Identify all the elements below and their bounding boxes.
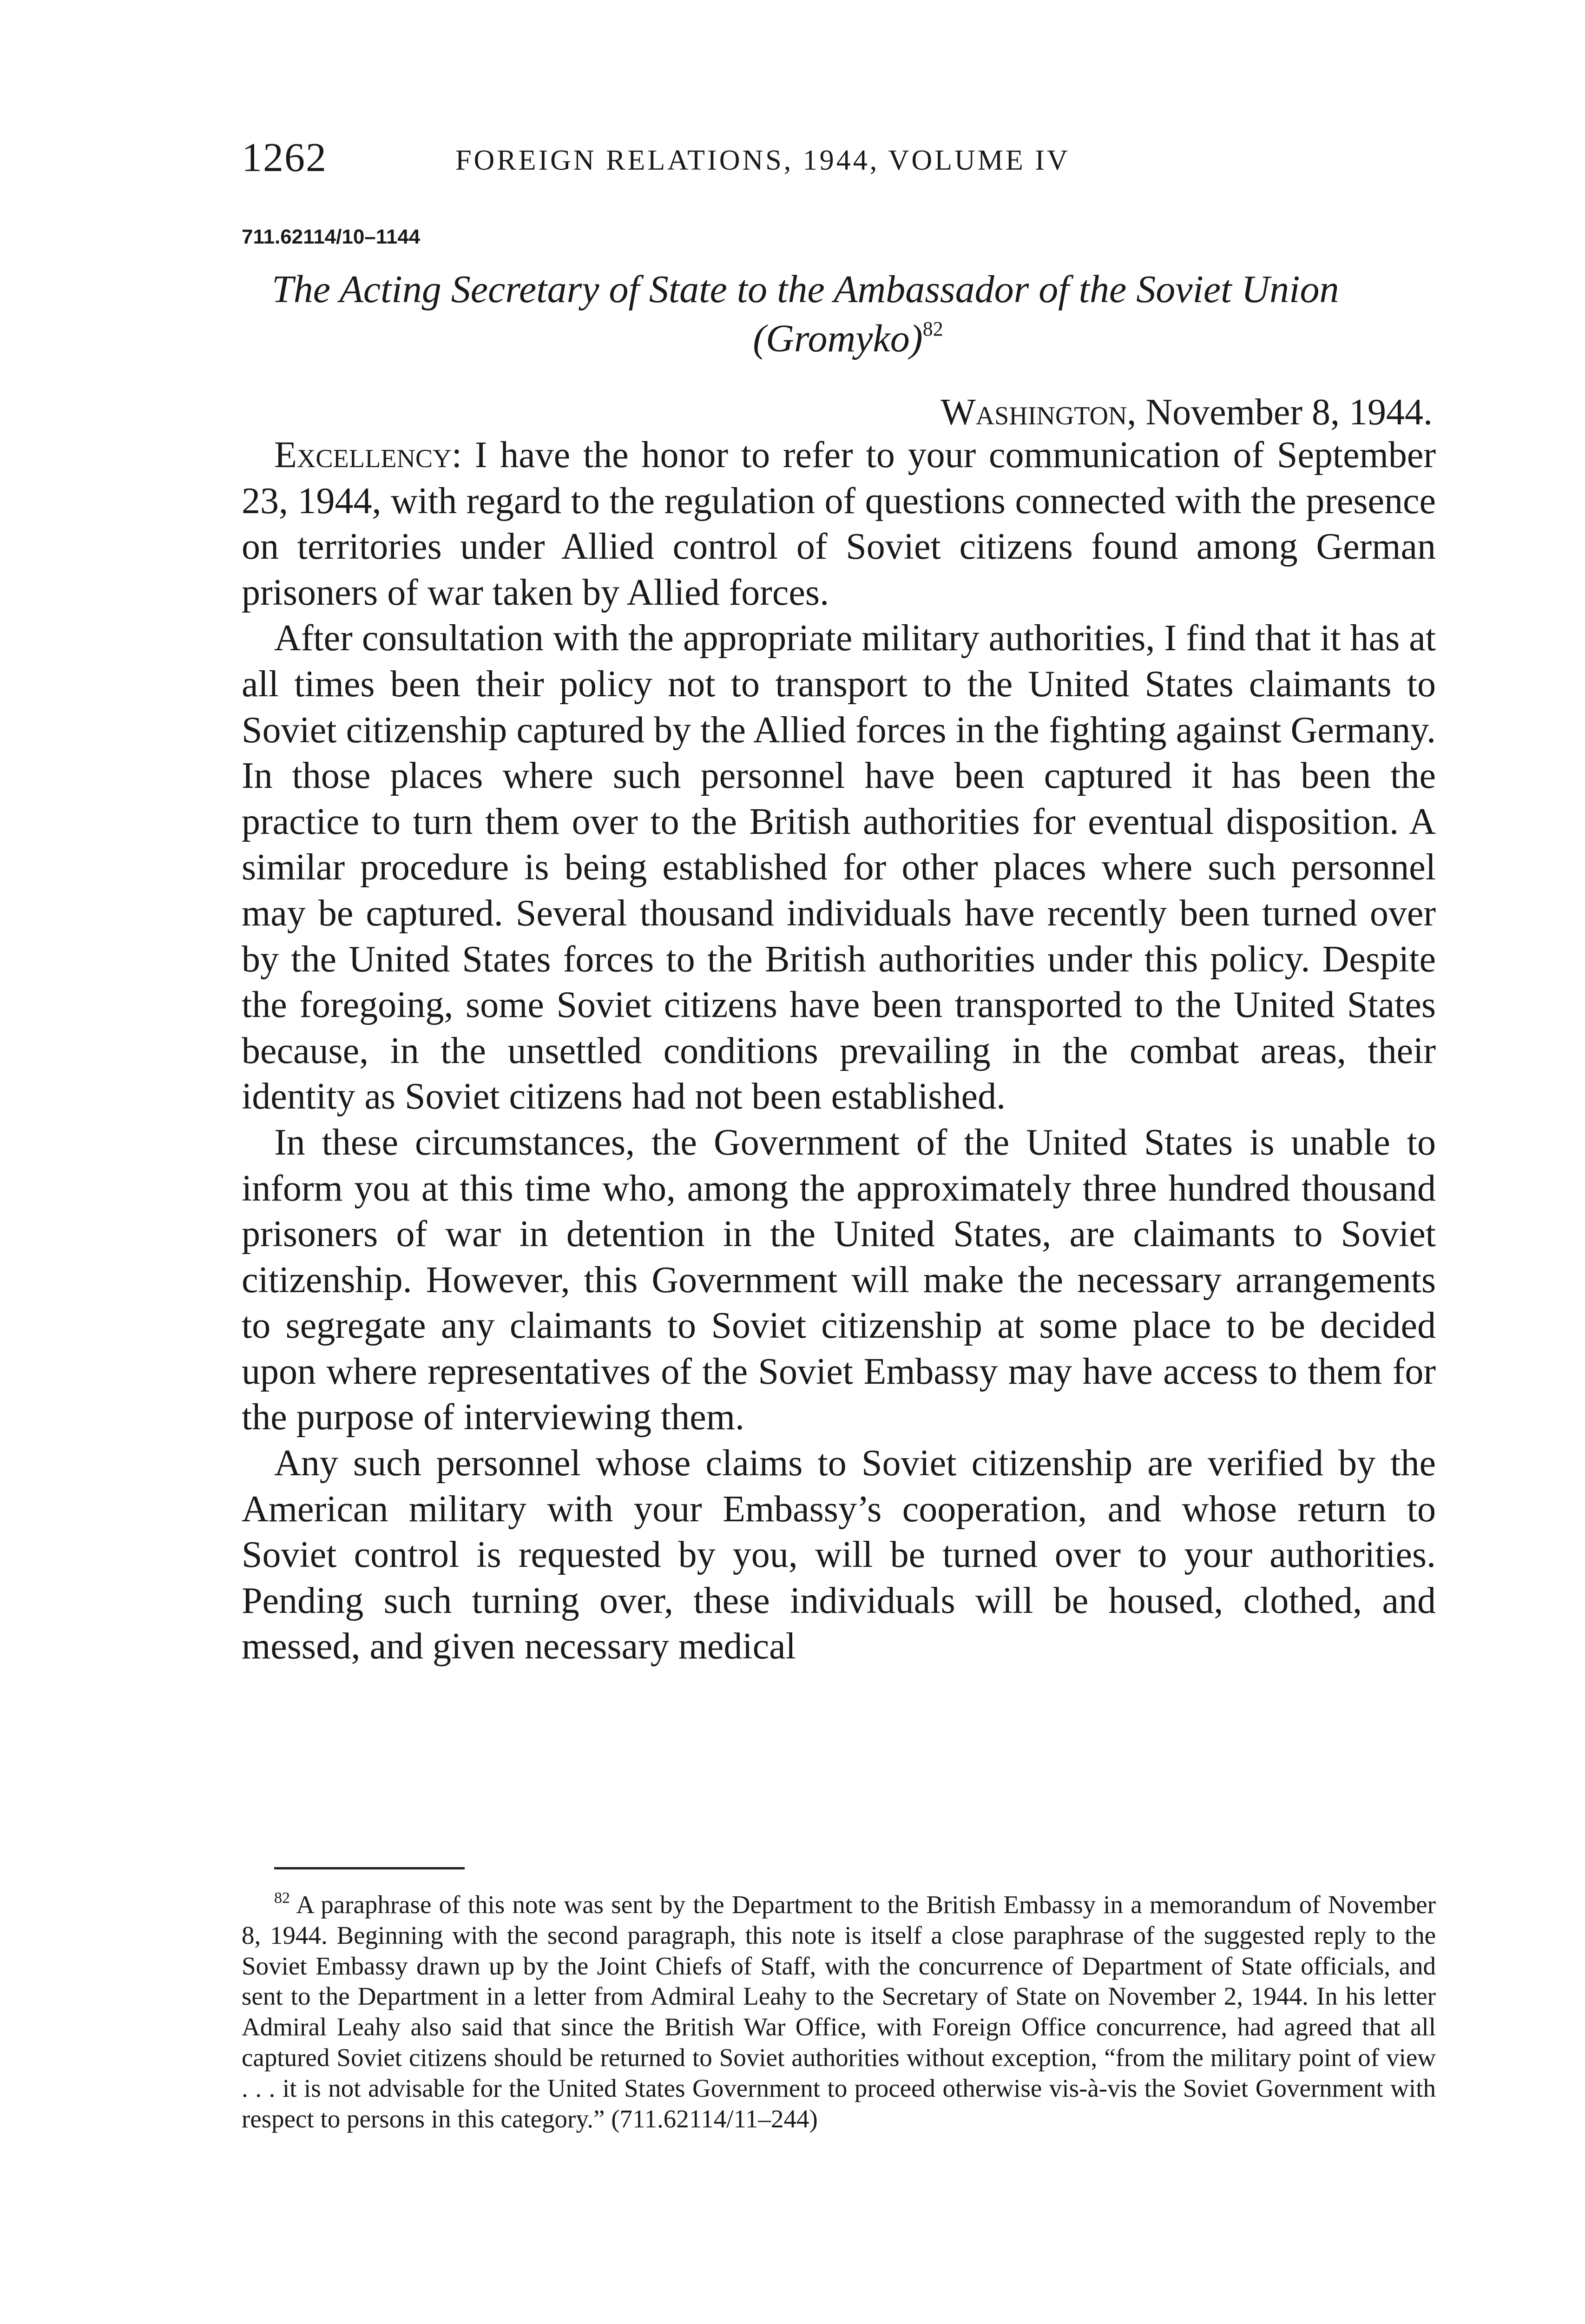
running-head (242, 132, 1434, 193)
footnote-reference: 82 (922, 317, 943, 340)
dateline-place: Washington, (940, 392, 1137, 433)
document-title (272, 265, 1424, 363)
file-number: 711.62114/10–1144 (242, 225, 421, 248)
document-title-name: (Gromyko) (753, 317, 923, 360)
page-number: 1262 (242, 135, 327, 180)
salutation: Excellency (274, 435, 452, 475)
running-title: FOREIGN RELATIONS, 1944, VOLUME IV (455, 145, 1070, 176)
dateline (940, 388, 1433, 436)
letter-body (242, 432, 1436, 1670)
footnote-number: 82 (274, 1889, 290, 1907)
paragraph-1 (242, 432, 1436, 615)
paragraph-3: In these circumstances, the Government of the United States is unable to inform you at this time who, among the approximately three hundred thousand prisoners of war in detention in the United States, are claimants to Soviet citizenship. However, this Government will make the necessary arrangements to segregate any claimants to Soviet citizenship at some place to be decided upon where representatives of the Soviet Embassy may have access to them for the purpose of interviewing them. (242, 1122, 1436, 1438)
document-title-line1: The Acting Secretary of State to the Ambassador of the Soviet Union (272, 268, 1339, 311)
dateline-date: November 8, 1944. (1145, 392, 1433, 433)
paragraph-4: Any such personnel whose claims to Soviet citizenship are verified by the American military with your Embassy’s cooperation, and whose return to Soviet control is requested by you, will be turned over to your authorities. Pending such turning over, these individuals will be housed, clothed, and messed, and given necessary medical (242, 1443, 1436, 1667)
footnote-82 (242, 1889, 1436, 2134)
paragraph-1-text: : I have the honor to refer to your communication of September 23, 1944, with regard to the regulation of questions connected with the presence on territories under Allied control of Soviet citizens found among German prisoners of war taken by Allied forces. (242, 435, 1436, 613)
footnote-text: A paraphrase of this note was sent by the Department to the British Embassy in a memorandum of November 8, 1944. Beginning with the second paragraph, this note is itself a close paraphrase of the suggested reply to the Soviet Embassy drawn up by the Joint Chiefs of Staff, with the concurrence of Department of State officials, and sent to the Department in a letter from Admiral Leahy to the Secretary of State on November 2, 1944. In his letter Admiral Leahy also said that since the British War Office, with Foreign Office concurrence, had agreed that all captured Soviet citizens should be returned to Soviet authorities without exception, “from the military point of view . . . it is not advisable for the United States Government to proceed otherwise vis-à-vis the Soviet Government with respect to persons in this category.” (711.62114/11–244) (242, 1890, 1436, 2133)
footnote-divider (274, 1867, 465, 1869)
document-title-line2 (272, 314, 1424, 363)
paragraph-2: After consultation with the appropriate military authorities, I find that it has at all times been their policy not to transport to the United States claimants to Soviet citizenship captured by the Allied forces in the fighting against Germany. In those places where such personnel have been captured it has been the practice to turn them over to the British authorities for eventual disposition. A similar procedure is being established for other places where such personnel may be captured. Several thousand individuals have recently been turned over by the United States forces to the British authorities under this policy. Despite the foregoing, some Soviet citizens have been transported to the United States because, in the unsettled conditions prevailing in the combat areas, their identity as Soviet citizens had not been established. (242, 618, 1436, 1117)
